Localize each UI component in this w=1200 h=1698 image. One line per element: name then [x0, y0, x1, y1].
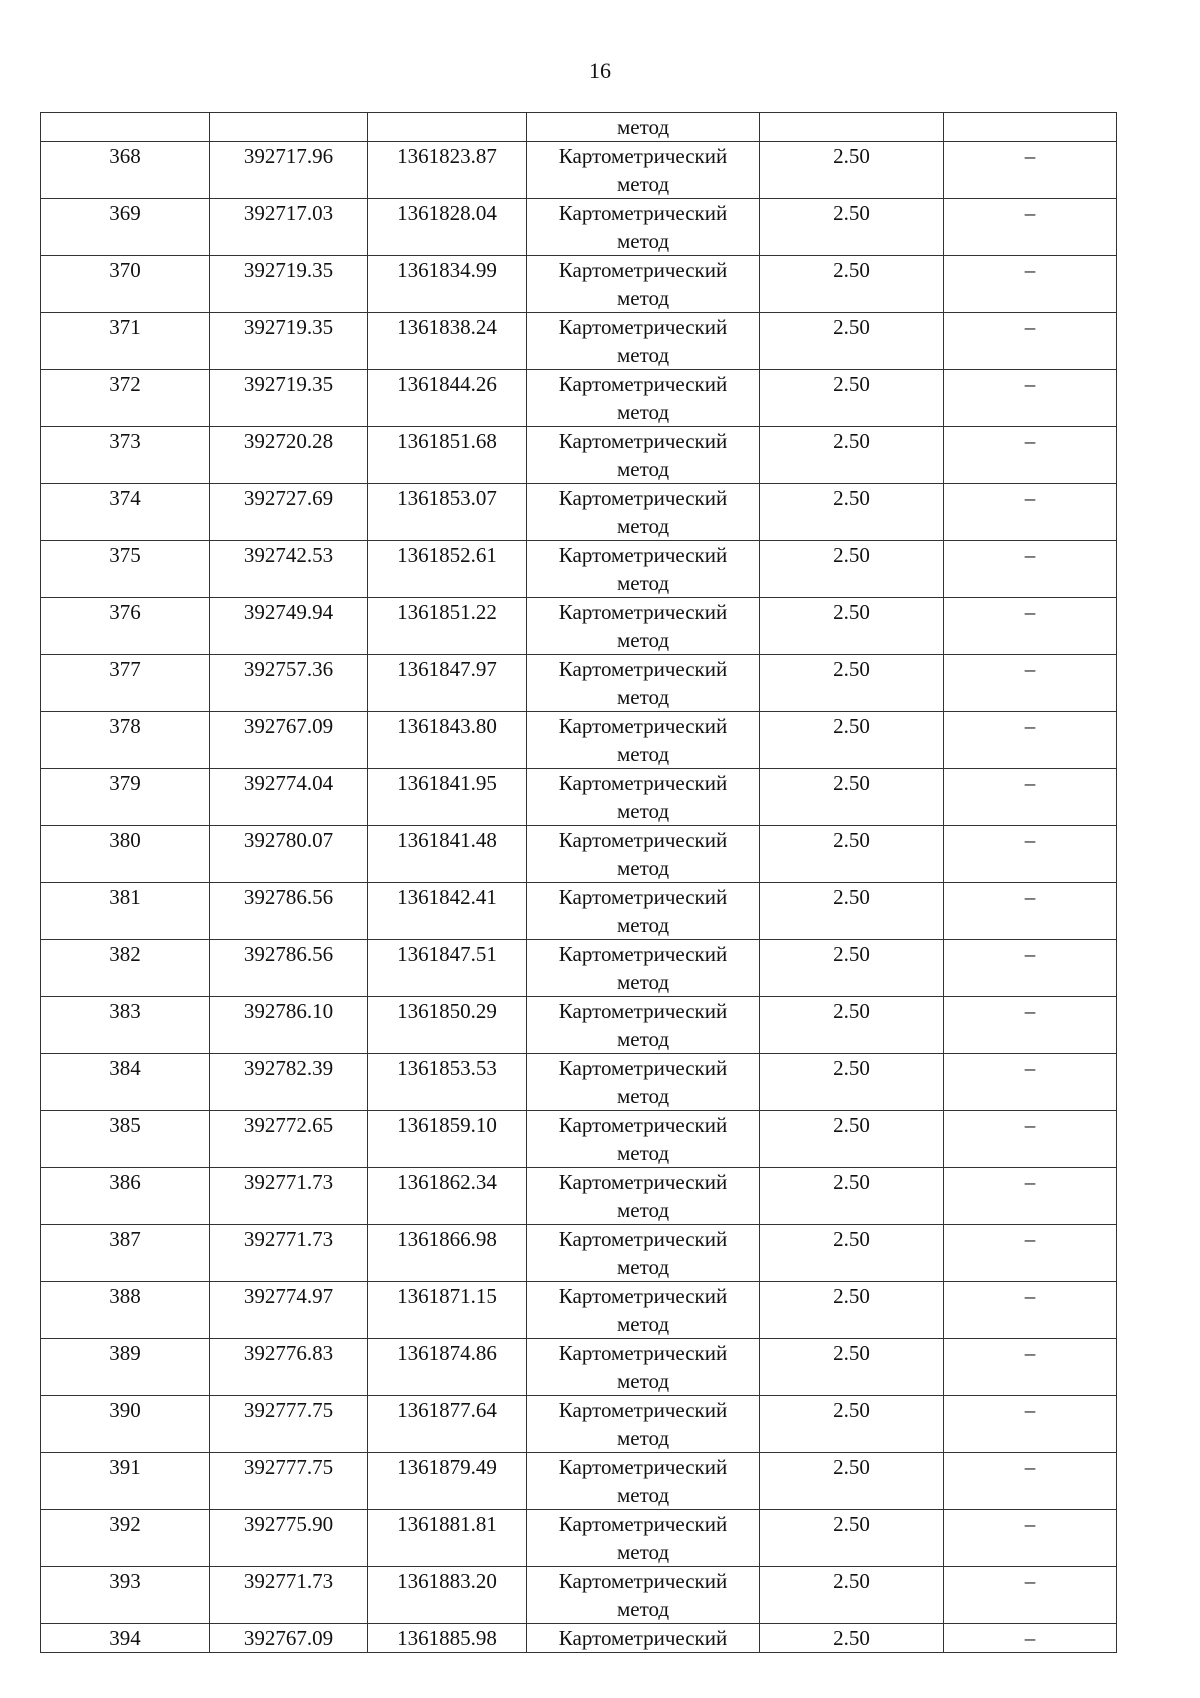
cell-point-number [41, 113, 210, 142]
method-line-2: метод [616, 172, 670, 196]
table-row [41, 1054, 1117, 1111]
cell-y: 1361850.29 [368, 997, 527, 1054]
method-line-2: метод [616, 970, 670, 994]
cell-point-number: 373 [41, 427, 210, 484]
table-row [41, 1510, 1117, 1567]
cell-point-number: 386 [41, 1168, 210, 1225]
method-line-2: метод [616, 628, 670, 652]
cell-x: 392717.96 [210, 142, 368, 199]
cell-point-number: 369 [41, 199, 210, 256]
cell-point-number: 385 [41, 1111, 210, 1168]
method-line-1: Картометрический [558, 1341, 728, 1365]
method-line-1: Картометрический [558, 315, 728, 339]
cell-point-number: 368 [41, 142, 210, 199]
method-line-2: метод [616, 1426, 670, 1450]
cell-description: – [944, 1396, 1117, 1453]
cell-accuracy: 2.50 [760, 655, 944, 712]
cell-x: 392719.35 [210, 256, 368, 313]
cell-point-number: 382 [41, 940, 210, 997]
method-line-1: Картометрический [558, 1113, 728, 1137]
cell-y: 1361844.26 [368, 370, 527, 427]
table-row [41, 370, 1117, 427]
cell-method [527, 541, 760, 598]
table-row [41, 598, 1117, 655]
cell-y: 1361828.04 [368, 199, 527, 256]
cell-y: 1361874.86 [368, 1339, 527, 1396]
method-line-2: метод [616, 1369, 670, 1393]
cell-y: 1361842.41 [368, 883, 527, 940]
cell-method [527, 712, 760, 769]
cell-x [210, 113, 368, 142]
cell-accuracy [760, 113, 944, 142]
cell-method [527, 427, 760, 484]
cell-x: 392749.94 [210, 598, 368, 655]
cell-method [527, 1054, 760, 1111]
cell-description: – [944, 142, 1117, 199]
cell-accuracy: 2.50 [760, 199, 944, 256]
cell-y: 1361843.80 [368, 712, 527, 769]
cell-x: 392757.36 [210, 655, 368, 712]
cell-method [527, 199, 760, 256]
cell-y: 1361847.51 [368, 940, 527, 997]
cell-accuracy: 2.50 [760, 484, 944, 541]
cell-description: – [944, 940, 1117, 997]
table-row [41, 1567, 1117, 1624]
method-line-2: метод [616, 229, 670, 253]
table-row [41, 199, 1117, 256]
cell-method: метод [527, 113, 760, 142]
cell-x: 392786.56 [210, 883, 368, 940]
cell-method [527, 997, 760, 1054]
cell-description: – [944, 1225, 1117, 1282]
cell-accuracy: 2.50 [760, 1225, 944, 1282]
cell-accuracy: 2.50 [760, 1054, 944, 1111]
cell-point-number: 384 [41, 1054, 210, 1111]
cell-x: 392767.09 [210, 712, 368, 769]
cell-accuracy: 2.50 [760, 370, 944, 427]
method-line-2: метод [616, 913, 670, 937]
method-line-1: Картометрический [558, 1626, 728, 1650]
cell-y: 1361866.98 [368, 1225, 527, 1282]
cell-method [527, 1510, 760, 1567]
cell-accuracy: 2.50 [760, 142, 944, 199]
cell-method [527, 1624, 760, 1653]
method-line-1: Картометрический [558, 714, 728, 738]
cell-point-number: 370 [41, 256, 210, 313]
cell-x: 392786.10 [210, 997, 368, 1054]
cell-method [527, 1396, 760, 1453]
page-number: 16 [589, 58, 611, 83]
method-line-2: метод [616, 1027, 670, 1051]
cell-method [527, 940, 760, 997]
method-line-2: метод [616, 742, 670, 766]
cell-description: – [944, 769, 1117, 826]
cell-description: – [944, 313, 1117, 370]
cell-accuracy: 2.50 [760, 712, 944, 769]
method-line-2: метод [616, 400, 670, 424]
cell-x: 392774.04 [210, 769, 368, 826]
table-row [41, 940, 1117, 997]
cell-y: 1361853.53 [368, 1054, 527, 1111]
cell-x: 392719.35 [210, 313, 368, 370]
cell-accuracy: 2.50 [760, 769, 944, 826]
cell-method [527, 1168, 760, 1225]
cell-method [527, 826, 760, 883]
cell-y: 1361881.81 [368, 1510, 527, 1567]
cell-point-number: 391 [41, 1453, 210, 1510]
table-row [41, 883, 1117, 940]
method-line-2: метод [616, 571, 670, 595]
cell-x: 392777.75 [210, 1396, 368, 1453]
cell-x: 392719.35 [210, 370, 368, 427]
table-row [41, 427, 1117, 484]
cell-description: – [944, 997, 1117, 1054]
cell-point-number: 380 [41, 826, 210, 883]
cell-accuracy: 2.50 [760, 1624, 944, 1653]
table-row [41, 1282, 1117, 1339]
cell-description: – [944, 655, 1117, 712]
method-line-1: Картометрический [558, 999, 728, 1023]
table-row [41, 655, 1117, 712]
cell-description: – [944, 484, 1117, 541]
method-line-1: Картометрический [558, 543, 728, 567]
cell-description: – [944, 598, 1117, 655]
cell-description: – [944, 427, 1117, 484]
cell-point-number: 392 [41, 1510, 210, 1567]
cell-accuracy: 2.50 [760, 1168, 944, 1225]
cell-x: 392720.28 [210, 427, 368, 484]
method-line-2: метод [616, 856, 670, 880]
coordinates-table [40, 112, 1117, 1653]
cell-method [527, 598, 760, 655]
cell-y: 1361838.24 [368, 313, 527, 370]
cell-y: 1361885.98 [368, 1624, 527, 1653]
cell-method [527, 256, 760, 313]
cell-description: – [944, 1567, 1117, 1624]
table-row [41, 1225, 1117, 1282]
cell-y: 1361841.48 [368, 826, 527, 883]
cell-point-number: 375 [41, 541, 210, 598]
cell-y: 1361853.07 [368, 484, 527, 541]
cell-method [527, 1567, 760, 1624]
cell-description: – [944, 256, 1117, 313]
cell-method [527, 1111, 760, 1168]
table-row [41, 1453, 1117, 1510]
method-line-1: Картометрический [558, 144, 728, 168]
cell-point-number: 390 [41, 1396, 210, 1453]
method-line-1: Картометрический [558, 657, 728, 681]
method-line-1: Картометрический [558, 828, 728, 852]
method-line-1: Картометрический [558, 1284, 728, 1308]
cell-description: – [944, 1510, 1117, 1567]
cell-point-number: 379 [41, 769, 210, 826]
method-line-2: метод [616, 1198, 670, 1222]
method-line-1: Картометрический [558, 771, 728, 795]
cell-y: 1361841.95 [368, 769, 527, 826]
cell-y: 1361877.64 [368, 1396, 527, 1453]
method-line-2: метод [616, 1597, 670, 1621]
method-line-1: Картометрический [558, 1170, 728, 1194]
cell-method [527, 1282, 760, 1339]
cell-point-number: 388 [41, 1282, 210, 1339]
cell-method [527, 1225, 760, 1282]
cell-y: 1361851.68 [368, 427, 527, 484]
method-line-2: метод [616, 1255, 670, 1279]
cell-point-number: 381 [41, 883, 210, 940]
method-line-1: Картометрический [558, 1455, 728, 1479]
cell-method [527, 883, 760, 940]
cell-y: 1361847.97 [368, 655, 527, 712]
cell-description: – [944, 1111, 1117, 1168]
method-line-1: Картометрический [558, 885, 728, 909]
cell-point-number: 378 [41, 712, 210, 769]
cell-description [944, 113, 1117, 142]
method-line-2: метод [616, 685, 670, 709]
method-line-1: Картометрический [558, 942, 728, 966]
table-row [41, 997, 1117, 1054]
cell-accuracy: 2.50 [760, 256, 944, 313]
method-line-1: Картометрический [558, 429, 728, 453]
cell-method [527, 1453, 760, 1510]
cell-x: 392771.73 [210, 1567, 368, 1624]
method-line-1: Картометрический [558, 201, 728, 225]
cell-accuracy: 2.50 [760, 997, 944, 1054]
cell-x: 392786.56 [210, 940, 368, 997]
method-line-2: метод [616, 286, 670, 310]
cell-method [527, 370, 760, 427]
method-line-1: Картометрический [558, 1227, 728, 1251]
cell-description: – [944, 826, 1117, 883]
cell-x: 392727.69 [210, 484, 368, 541]
cell-y: 1361862.34 [368, 1168, 527, 1225]
table-row [41, 1168, 1117, 1225]
method-line-2: метод [616, 799, 670, 823]
method-line-1: Картометрический [558, 372, 728, 396]
table-row [41, 1339, 1117, 1396]
table-row [41, 712, 1117, 769]
table-row [41, 142, 1117, 199]
cell-description: – [944, 1453, 1117, 1510]
cell-point-number: 383 [41, 997, 210, 1054]
cell-x: 392742.53 [210, 541, 368, 598]
cell-method [527, 769, 760, 826]
cell-x: 392775.90 [210, 1510, 368, 1567]
cell-y: 1361851.22 [368, 598, 527, 655]
cell-method [527, 1339, 760, 1396]
table-row [41, 1396, 1117, 1453]
cell-accuracy: 2.50 [760, 427, 944, 484]
cell-x: 392767.09 [210, 1624, 368, 1653]
cell-description: – [944, 712, 1117, 769]
cell-point-number: 387 [41, 1225, 210, 1282]
cell-x: 392771.73 [210, 1168, 368, 1225]
cell-point-number: 374 [41, 484, 210, 541]
table-row [41, 313, 1117, 370]
method-line-1: Картометрический [558, 1569, 728, 1593]
method-line-2: метод [616, 1540, 670, 1564]
cell-x: 392772.65 [210, 1111, 368, 1168]
cell-method [527, 142, 760, 199]
cell-accuracy: 2.50 [760, 1396, 944, 1453]
cell-x: 392780.07 [210, 826, 368, 883]
cell-method [527, 313, 760, 370]
cell-point-number: 376 [41, 598, 210, 655]
table-row [41, 256, 1117, 313]
cell-accuracy: 2.50 [760, 940, 944, 997]
cell-y: 1361879.49 [368, 1453, 527, 1510]
table-row [41, 826, 1117, 883]
cell-accuracy: 2.50 [760, 826, 944, 883]
cell-description: – [944, 1624, 1117, 1653]
cell-point-number: 377 [41, 655, 210, 712]
cell-y: 1361871.15 [368, 1282, 527, 1339]
cell-y: 1361823.87 [368, 142, 527, 199]
cell-description: – [944, 883, 1117, 940]
table-row [41, 769, 1117, 826]
cell-point-number: 371 [41, 313, 210, 370]
method-line-2: метод [616, 514, 670, 538]
method-line-1: Картометрический [558, 1512, 728, 1536]
continuation-row [41, 113, 1117, 142]
cell-point-number: 393 [41, 1567, 210, 1624]
cell-y [368, 113, 527, 142]
cell-point-number: 389 [41, 1339, 210, 1396]
cell-description: – [944, 199, 1117, 256]
cell-y: 1361834.99 [368, 256, 527, 313]
cell-x: 392771.73 [210, 1225, 368, 1282]
cell-x: 392774.97 [210, 1282, 368, 1339]
method-line-2: метод [616, 1483, 670, 1507]
cell-x: 392777.75 [210, 1453, 368, 1510]
cell-accuracy: 2.50 [760, 1567, 944, 1624]
method-line-1: Картометрический [558, 600, 728, 624]
method-line-1: Картометрический [558, 486, 728, 510]
cell-x: 392782.39 [210, 1054, 368, 1111]
cell-x: 392717.03 [210, 199, 368, 256]
table-row [41, 1111, 1117, 1168]
cell-y: 1361859.10 [368, 1111, 527, 1168]
cell-accuracy: 2.50 [760, 1510, 944, 1567]
cell-method [527, 655, 760, 712]
cell-description: – [944, 1282, 1117, 1339]
cell-accuracy: 2.50 [760, 1111, 944, 1168]
method-line-2: метод [616, 1312, 670, 1336]
cell-accuracy: 2.50 [760, 1339, 944, 1396]
cell-description: – [944, 1339, 1117, 1396]
table-row [41, 541, 1117, 598]
method-line-2: метод [616, 343, 670, 367]
cell-accuracy: 2.50 [760, 1282, 944, 1339]
cell-description: – [944, 541, 1117, 598]
method-line-2: метод [616, 1084, 670, 1108]
cell-point-number: 394 [41, 1624, 210, 1653]
cell-accuracy: 2.50 [760, 598, 944, 655]
cell-x: 392776.83 [210, 1339, 368, 1396]
cell-y: 1361852.61 [368, 541, 527, 598]
cell-accuracy: 2.50 [760, 1453, 944, 1510]
cell-point-number: 372 [41, 370, 210, 427]
cell-method [527, 484, 760, 541]
method-line-1: Картометрический [558, 1056, 728, 1080]
cell-accuracy: 2.50 [760, 883, 944, 940]
method-line-1: Картометрический [558, 258, 728, 282]
table-row [41, 484, 1117, 541]
cell-y: 1361883.20 [368, 1567, 527, 1624]
method-line-2: метод [616, 1141, 670, 1165]
table-row [41, 1624, 1117, 1653]
cell-description: – [944, 370, 1117, 427]
method-line-2: метод [616, 457, 670, 481]
cell-description: – [944, 1054, 1117, 1111]
cell-accuracy: 2.50 [760, 541, 944, 598]
method-line-1: Картометрический [558, 1398, 728, 1422]
cell-accuracy: 2.50 [760, 313, 944, 370]
cell-description: – [944, 1168, 1117, 1225]
